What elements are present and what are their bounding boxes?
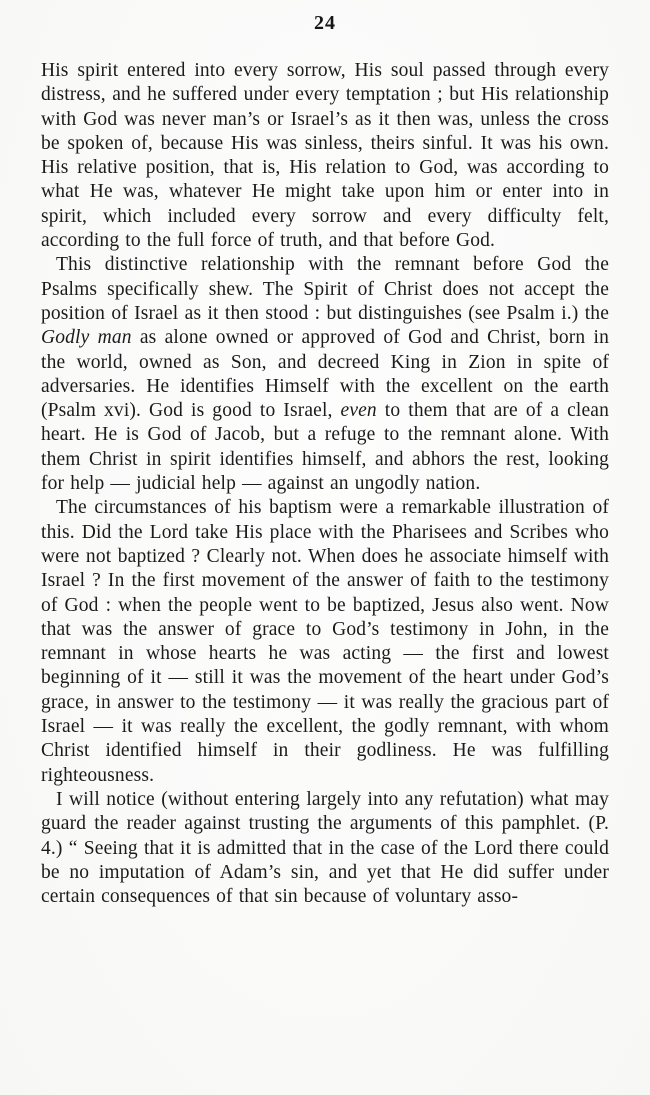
paragraph <box>41 788 609 909</box>
italic-text-run: even <box>340 400 377 422</box>
paragraph <box>41 253 609 496</box>
text-run: The circumstances of his baptism were a remarkable illustration of this. Did the Lord take His place with the Pharisees and Scribes who were not baptized ? Clearly not. When does he associate himself with Israel ? In the first movement of the answer of faith to the testimony of God : when the people went to be baptized, Jesus also went. Now that was the answer of grace to God’s testimony in John, in the remnant in whose hearts he was acting — the first and lowest beginning of it — still it was the movement of the heart under God’s grace, in answer to the testimony — it was really the gracious part of Israel — it was really the excellent, the godly remnant, with whom Christ identified himself in their godliness. He was fulfilling righteousness. <box>41 497 609 786</box>
text-run: I will notice (without entering largely into any refutation) what may guard the reader against trusting the arguments of this pamphlet. (P. 4.) “ Seeing that it is admitted that in the case of the Lord there could be no imputation of Adam’s sin, and yet that He did suffer under certain consequences of that sin because of voluntary asso- <box>41 788 609 908</box>
text-run: His spirit entered into every sorrow, His soul passed through every distress, and he suffered under every temptation ; but His relationship with God was never man’s or Israel’s as it then was, unless the cross be spoken of, because His was sinless, theirs sinful. It was his own. His relative position, that is, His relation to God, was according to what He was, whatever He might take upon him or enter into in spirit, which included every sorrow and every difficulty felt, according to the full force of truth, and that before God. <box>41 60 609 252</box>
text-run: to them that are of a clean heart. He is God of Jacob, but a refuge to the remnant alone. With them Christ in spirit identifies himself, and abhors the rest, looking for help — judicial help — against an ungodly nation. <box>41 400 609 495</box>
text-run: as alone owned or approved of God and Christ, born in the world, owned as Son, and decreed King in Zion in spite of adversaries. He identifies Himself with the excellent on the earth (Psalm xvi). God is good to Israel, <box>41 327 609 422</box>
paragraph <box>41 59 609 253</box>
italic-text-run: Godly man <box>41 327 132 349</box>
text-run: This distinctive relationship with the remnant before God the Psalms specifically shew. The Spirit of Christ does not accept the position of Israel as it then stood : but distinguishes (see Psalm i.) the <box>41 254 609 324</box>
paragraph <box>41 496 609 788</box>
text-block <box>41 59 609 909</box>
page-number: 24 <box>314 12 336 34</box>
